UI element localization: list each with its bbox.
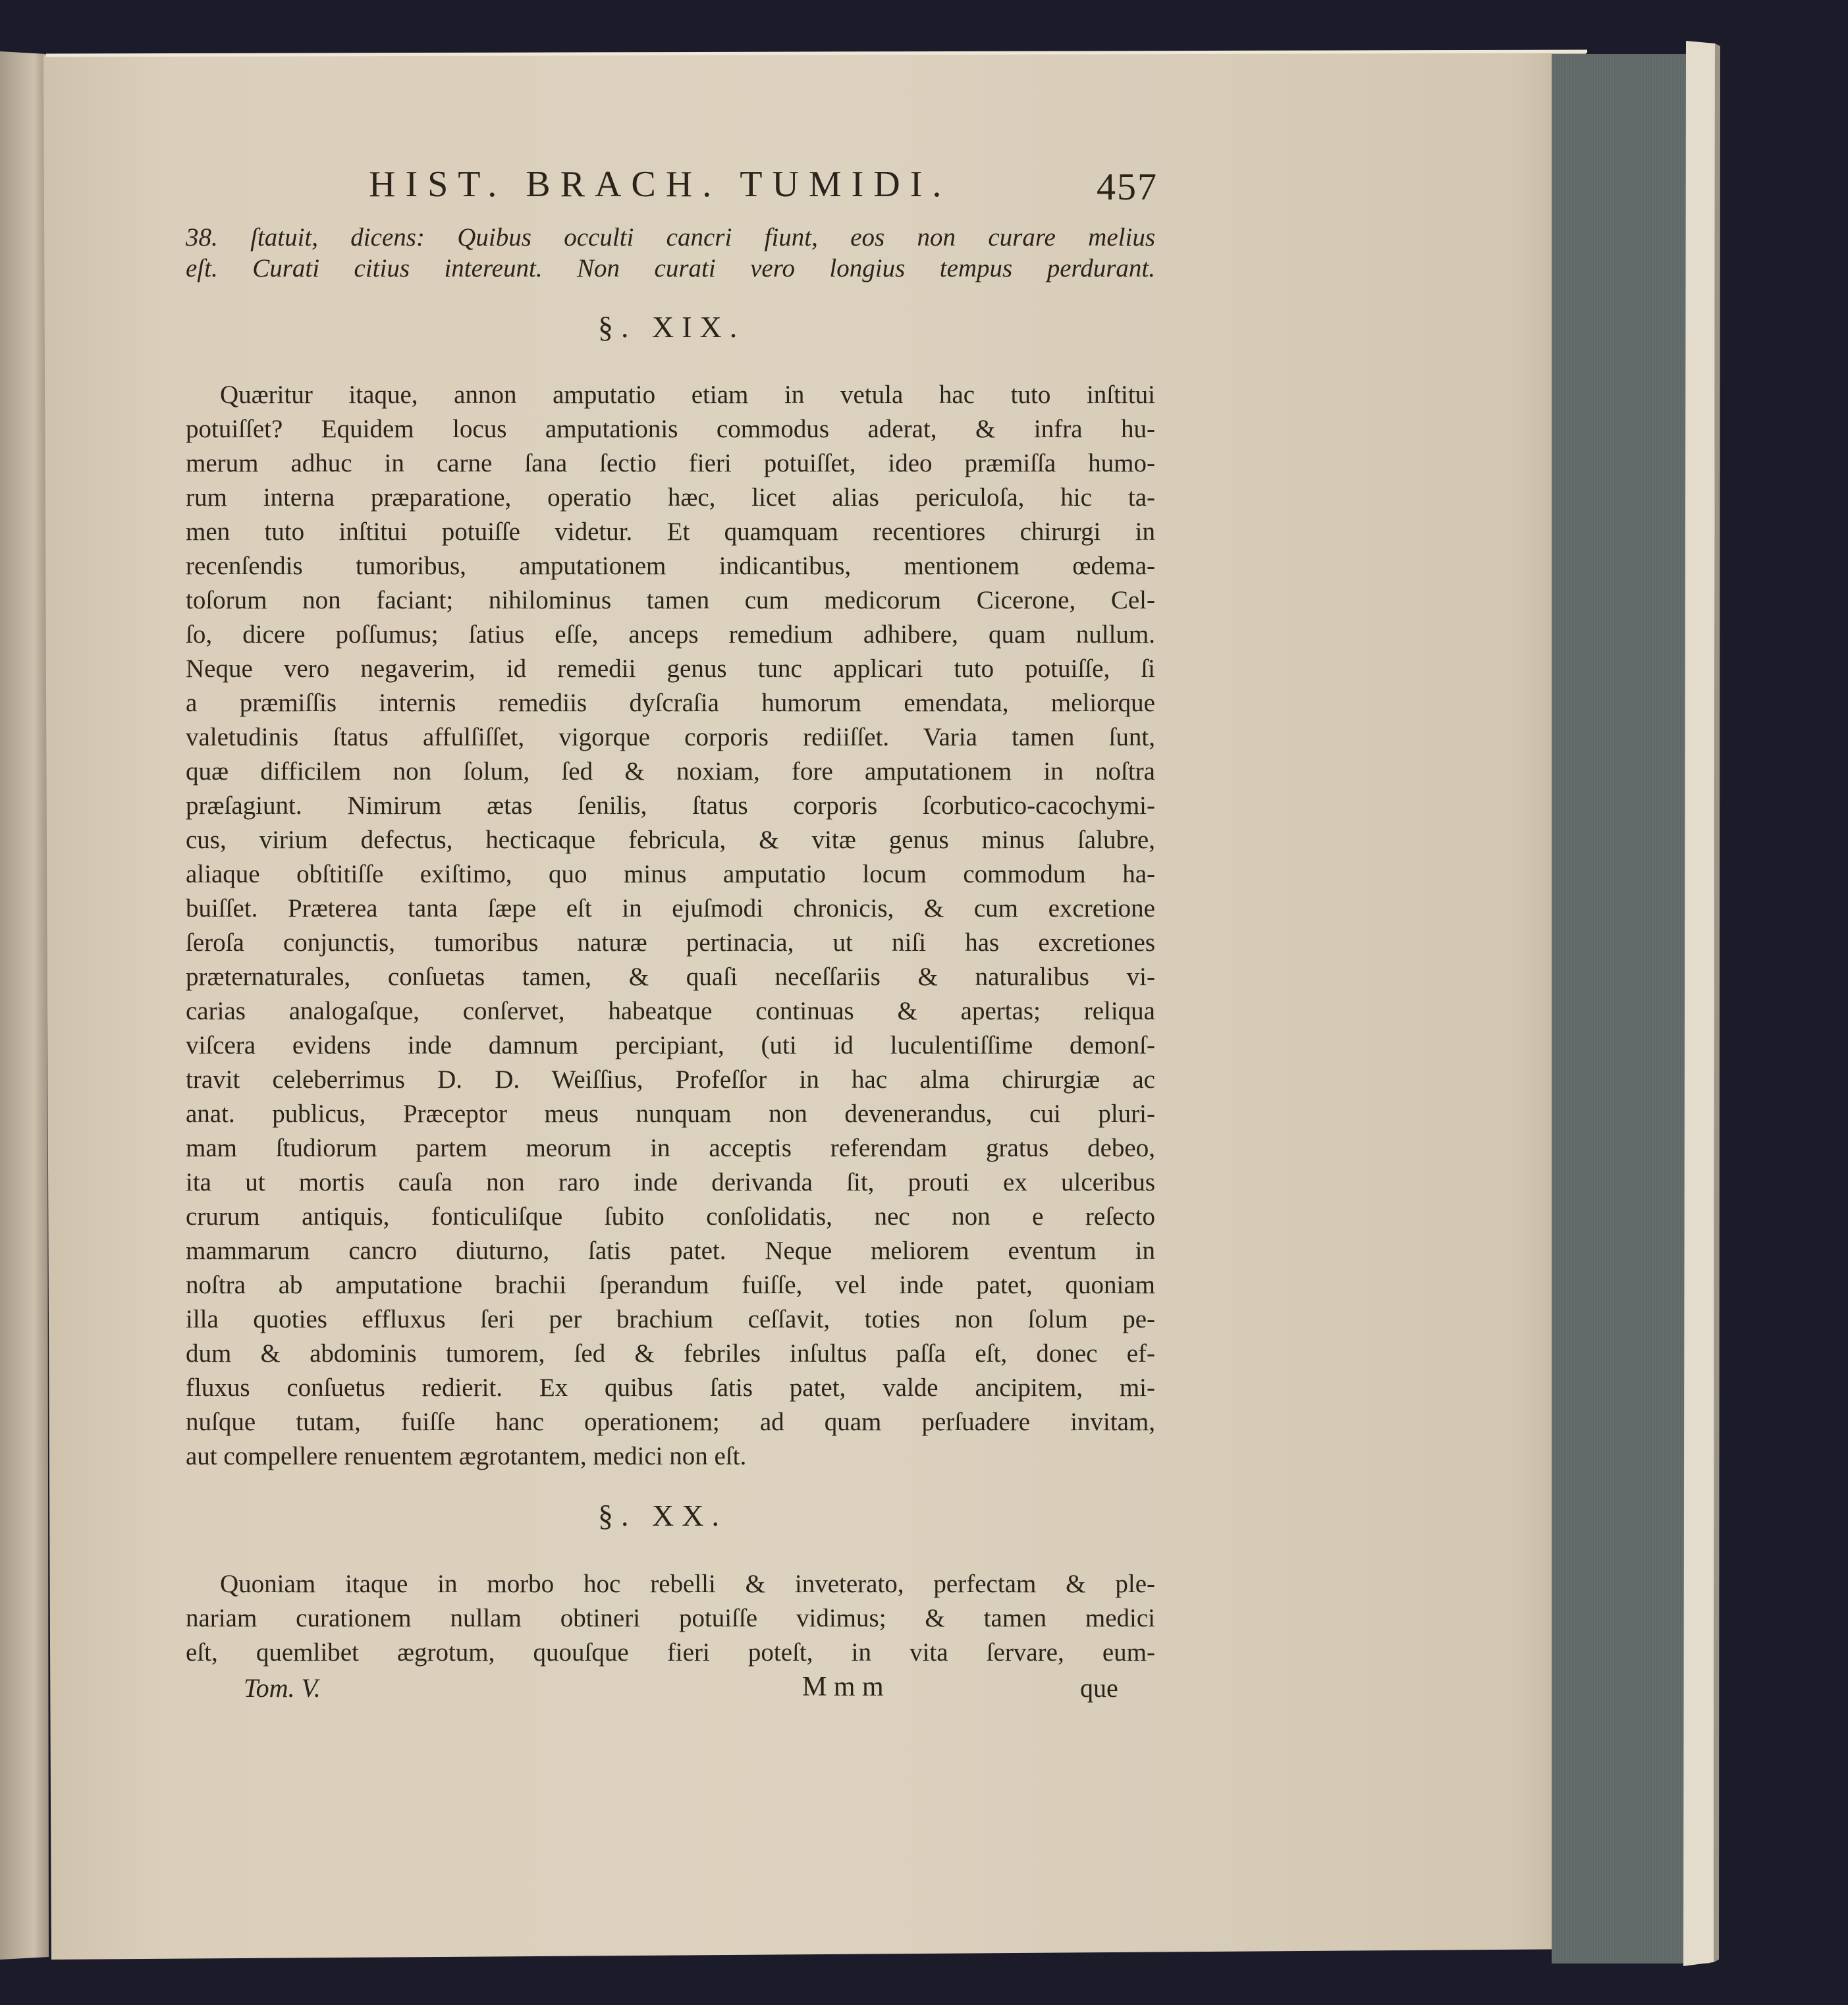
text-line: Neque vero negaverim, id remedii genus tunc applicari tuto potuiſſe, ſi <box>186 655 1155 683</box>
text-line: ita ut mortis cauſa non raro inde derivanda ſit, prouti ex ulceribus <box>186 1168 1155 1196</box>
gathering-signature: M m m <box>802 1672 884 1702</box>
text-line: aut compellere renuentem ægrotantem, medici non eſt. <box>186 1442 747 1470</box>
page-number: 457 <box>1097 165 1158 208</box>
text-line: eſt. Curati citius intereunt. Non curati vero longius tempus perdurant. <box>186 254 1155 282</box>
section-heading: §. XIX. <box>598 310 746 344</box>
text-line: eſt, quemlibet ægrotum, quouſque fieri poteſt, in vita ſervare, eum- <box>186 1638 1155 1667</box>
text-line: nuſque tutam, fuiſſe hanc operationem; ad quam perſuadere invitam, <box>186 1408 1155 1436</box>
text-line: quæ difficilem non ſolum, ſed & noxiam, fore amputationem in noſtra <box>186 757 1155 786</box>
text-line: crurum antiquis, fonticuliſque ſubito conſolidatis, nec non e reſecto <box>186 1202 1155 1231</box>
section-heading: §. XX. <box>598 1499 727 1532</box>
text-line: cus, virium defectus, hecticaque febricula, & vitæ genus minus ſalubre, <box>186 826 1155 854</box>
catchword: que <box>1080 1673 1118 1703</box>
text-line: dum & abdominis tumorem, ſed & febriles inſultus paſſa eſt, donec ef- <box>186 1339 1155 1368</box>
text-line: Quoniam itaque in morbo hoc rebelli & inveterato, perfectam & ple- <box>220 1570 1155 1598</box>
text-line: viſcera evidens inde damnum percipiant, (uti id luculentiſſime demonſ- <box>186 1031 1155 1059</box>
signature-left: Tom. V. <box>244 1673 321 1703</box>
text-line: buiſſet. Præterea tanta ſæpe eſt in ejuſmodi chronicis, & cum excretione <box>186 894 1155 922</box>
text-line: 38. ſtatuit, dicens: Quibus occulti cancri fiunt, eos non curare melius <box>186 223 1155 252</box>
text-line: anat. publicus, Præceptor meus nunquam non devenerandus, cui pluri- <box>186 1100 1155 1128</box>
running-title: HIST. BRACH. TUMIDI. <box>369 164 952 205</box>
text-line: præſagiunt. Nimirum ætas ſenilis, ſtatus corporis ſcorbutico-cacochymi- <box>186 791 1155 820</box>
text-line: ſo, dicere poſſumus; ſatius eſſe, anceps remedium adhibere, quam nullum. <box>186 620 1155 649</box>
text-line: aliaque obſtitiſſe exiſtimo, quo minus amputatio locum commodum ha- <box>186 860 1155 888</box>
text-line: ſeroſa conjunctis, tumoribus naturæ pertinacia, ut niſi has excretiones <box>186 928 1155 957</box>
text-line: mammarum cancro diuturno, ſatis patet. Neque meliorem eventum in <box>186 1237 1155 1265</box>
text-line: valetudinis ſtatus affulſiſſet, vigorque corporis rediiſſet. Varia tamen ſunt, <box>186 723 1155 751</box>
text-line: rum interna præparatione, operatio hæc, licet alias periculoſa, hic ta- <box>186 483 1155 512</box>
text-line: Quæritur itaque, annon amputatio etiam in vetula hac tuto inſtitui <box>220 381 1155 409</box>
text-line: toſorum non faciant; nihilominus tamen cum medicorum Cicerone, Cel- <box>186 586 1155 614</box>
text-line: illa quoties effluxus ſeri per brachium ceſſavit, toties non ſolum pe- <box>186 1305 1155 1333</box>
text-line: fluxus conſuetus redierit. Ex quibus ſatis patet, valde ancipitem, mi- <box>186 1374 1155 1402</box>
text-line: noſtra ab amputatione brachii ſperandum fuiſſe, vel inde patet, quoniam <box>186 1271 1155 1299</box>
text-line: a præmiſſis internis remediis dyſcraſia humorum emendata, meliorque <box>186 689 1155 717</box>
text-line: carias analogaſque, conſervet, habeatque continuas & apertas; reliqua <box>186 997 1155 1025</box>
text-line: men tuto inſtitui potuiſſe videtur. Et quamquam recentiores chirurgi in <box>186 518 1155 546</box>
text-line: travit celeberrimus D. D. Weiſſius, Profeſſor in hac alma chirurgiæ ac <box>186 1065 1155 1094</box>
text-line: nariam curationem nullam obtineri potuiſſe vidimus; & tamen medici <box>186 1604 1155 1632</box>
text-line: præternaturales, conſuetas tamen, & quaſi neceſſariis & naturalibus vi- <box>186 963 1155 991</box>
text-line: potuiſſet? Equidem locus amputationis commodus aderat, & infra hu- <box>186 415 1155 443</box>
text-line: merum adhuc in carne ſana ſectio fieri potuiſſet, ideo præmiſſa humo- <box>186 449 1155 477</box>
text-line: mam ſtudiorum partem meorum in acceptis referendam gratus debeo, <box>186 1134 1155 1162</box>
text-line: recenſendis tumoribus, amputationem indicantibus, mentionem œdema- <box>186 552 1155 580</box>
